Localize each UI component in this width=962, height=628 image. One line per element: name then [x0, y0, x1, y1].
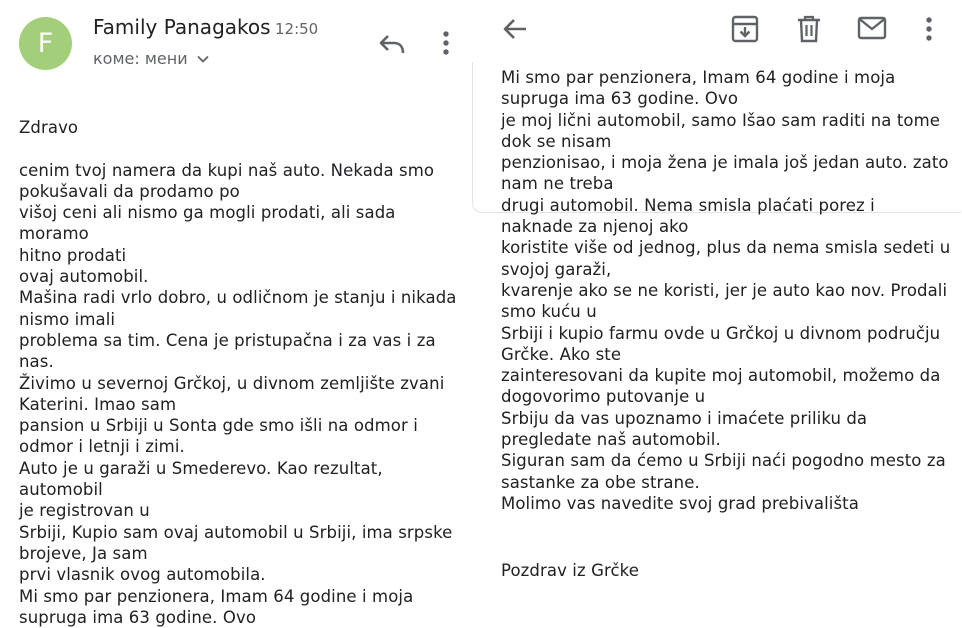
recipient-details-toggle[interactable]: [93, 49, 210, 68]
more-options-button[interactable]: [437, 28, 455, 58]
message-body: Zdravo cenim tvoj namera da kupi naš auto. Nekada smo pokušavali da prodamo po višoj ceni ali nismo ga mogli prodati, ali sada moramo hitno prodati ovaj automobil. Mašina radi vrlo dobro, u odličnom je stanju i nikada nismo imali problema sa tim. Cena je pristupačna i za vas i za nas. Živimo u severnoj Grčkoj, u divnom zemljište zvani Katerini. Imao sam pansion u Srbiji u Sonta gde smo išli na odmor i odmor i letnji i zimi. Auto je u garaži u Smederevo. Kao rezultat, automobil je registrovan u Srbiji, Kupio sam ovaj automobil u Srbiji, ima srpske brojeve, Ja sam prvi vlasnik ovog automobila. Mi smo par penzionera, Imam 64 godine i moja supruga ima 63 godine. Ovo: [19, 118, 457, 627]
mail-icon: [857, 16, 887, 40]
trash-icon: [797, 15, 821, 43]
delete-button[interactable]: [796, 13, 822, 45]
arrow-back-icon: [502, 17, 528, 41]
message-body-continued: Mi smo par penzionera, Imam 64 godine i moja supruga ima 63 godine. Ovo je moj lični automobil, samo Išao sam raditi na tome dok se nisam penzionisao, i moja žena je imala još jedan auto. zato nam ne treba drugi automobil. Nema smisla plaćati porez i naknade za njenoj ako koristite više od jednog, plus da nema smisla sedeti u svojoj garaži, kvarenje ako se ne koristi, jer je auto kao nov. Prodali smo kuću u Srbiji i kupio farmu ovde u Grčkoj u divnom području Grčke. Ako ste zainteresovani da kupite moj automobil, možemo da dogovorimo putovanje u Srbiju da vas upoznamo i imaćete priliku da pregledate naš automobil. Siguran sam da ćemo u Srbiji naći pogodno mesto za sastanke za obe strane. Molimo vas navedite svoj grad prebivališta: [501, 68, 951, 513]
more-vert-icon: [443, 31, 449, 55]
email-message-panel-right: [472, 0, 962, 589]
avatar-letter: F: [37, 28, 54, 59]
chevron-down-icon: [196, 52, 210, 66]
reply-button[interactable]: [377, 30, 407, 58]
message-signoff: Pozdrav iz Grčke: [501, 561, 639, 580]
email-message-panel-left: [0, 0, 470, 627]
reply-icon: [378, 32, 406, 56]
recipient-label: коме: мени: [93, 49, 188, 68]
archive-button[interactable]: [730, 13, 760, 45]
sender-name: Family Panagakos: [93, 15, 271, 39]
mark-unread-button[interactable]: [857, 15, 887, 41]
back-button[interactable]: [500, 14, 530, 44]
message-toolbar: [472, 0, 962, 62]
message-time: 12:50: [275, 20, 319, 38]
archive-icon: [731, 15, 759, 43]
more-vert-icon: [926, 17, 932, 41]
more-options-button[interactable]: [920, 14, 938, 44]
sender-avatar[interactable]: [19, 17, 72, 70]
